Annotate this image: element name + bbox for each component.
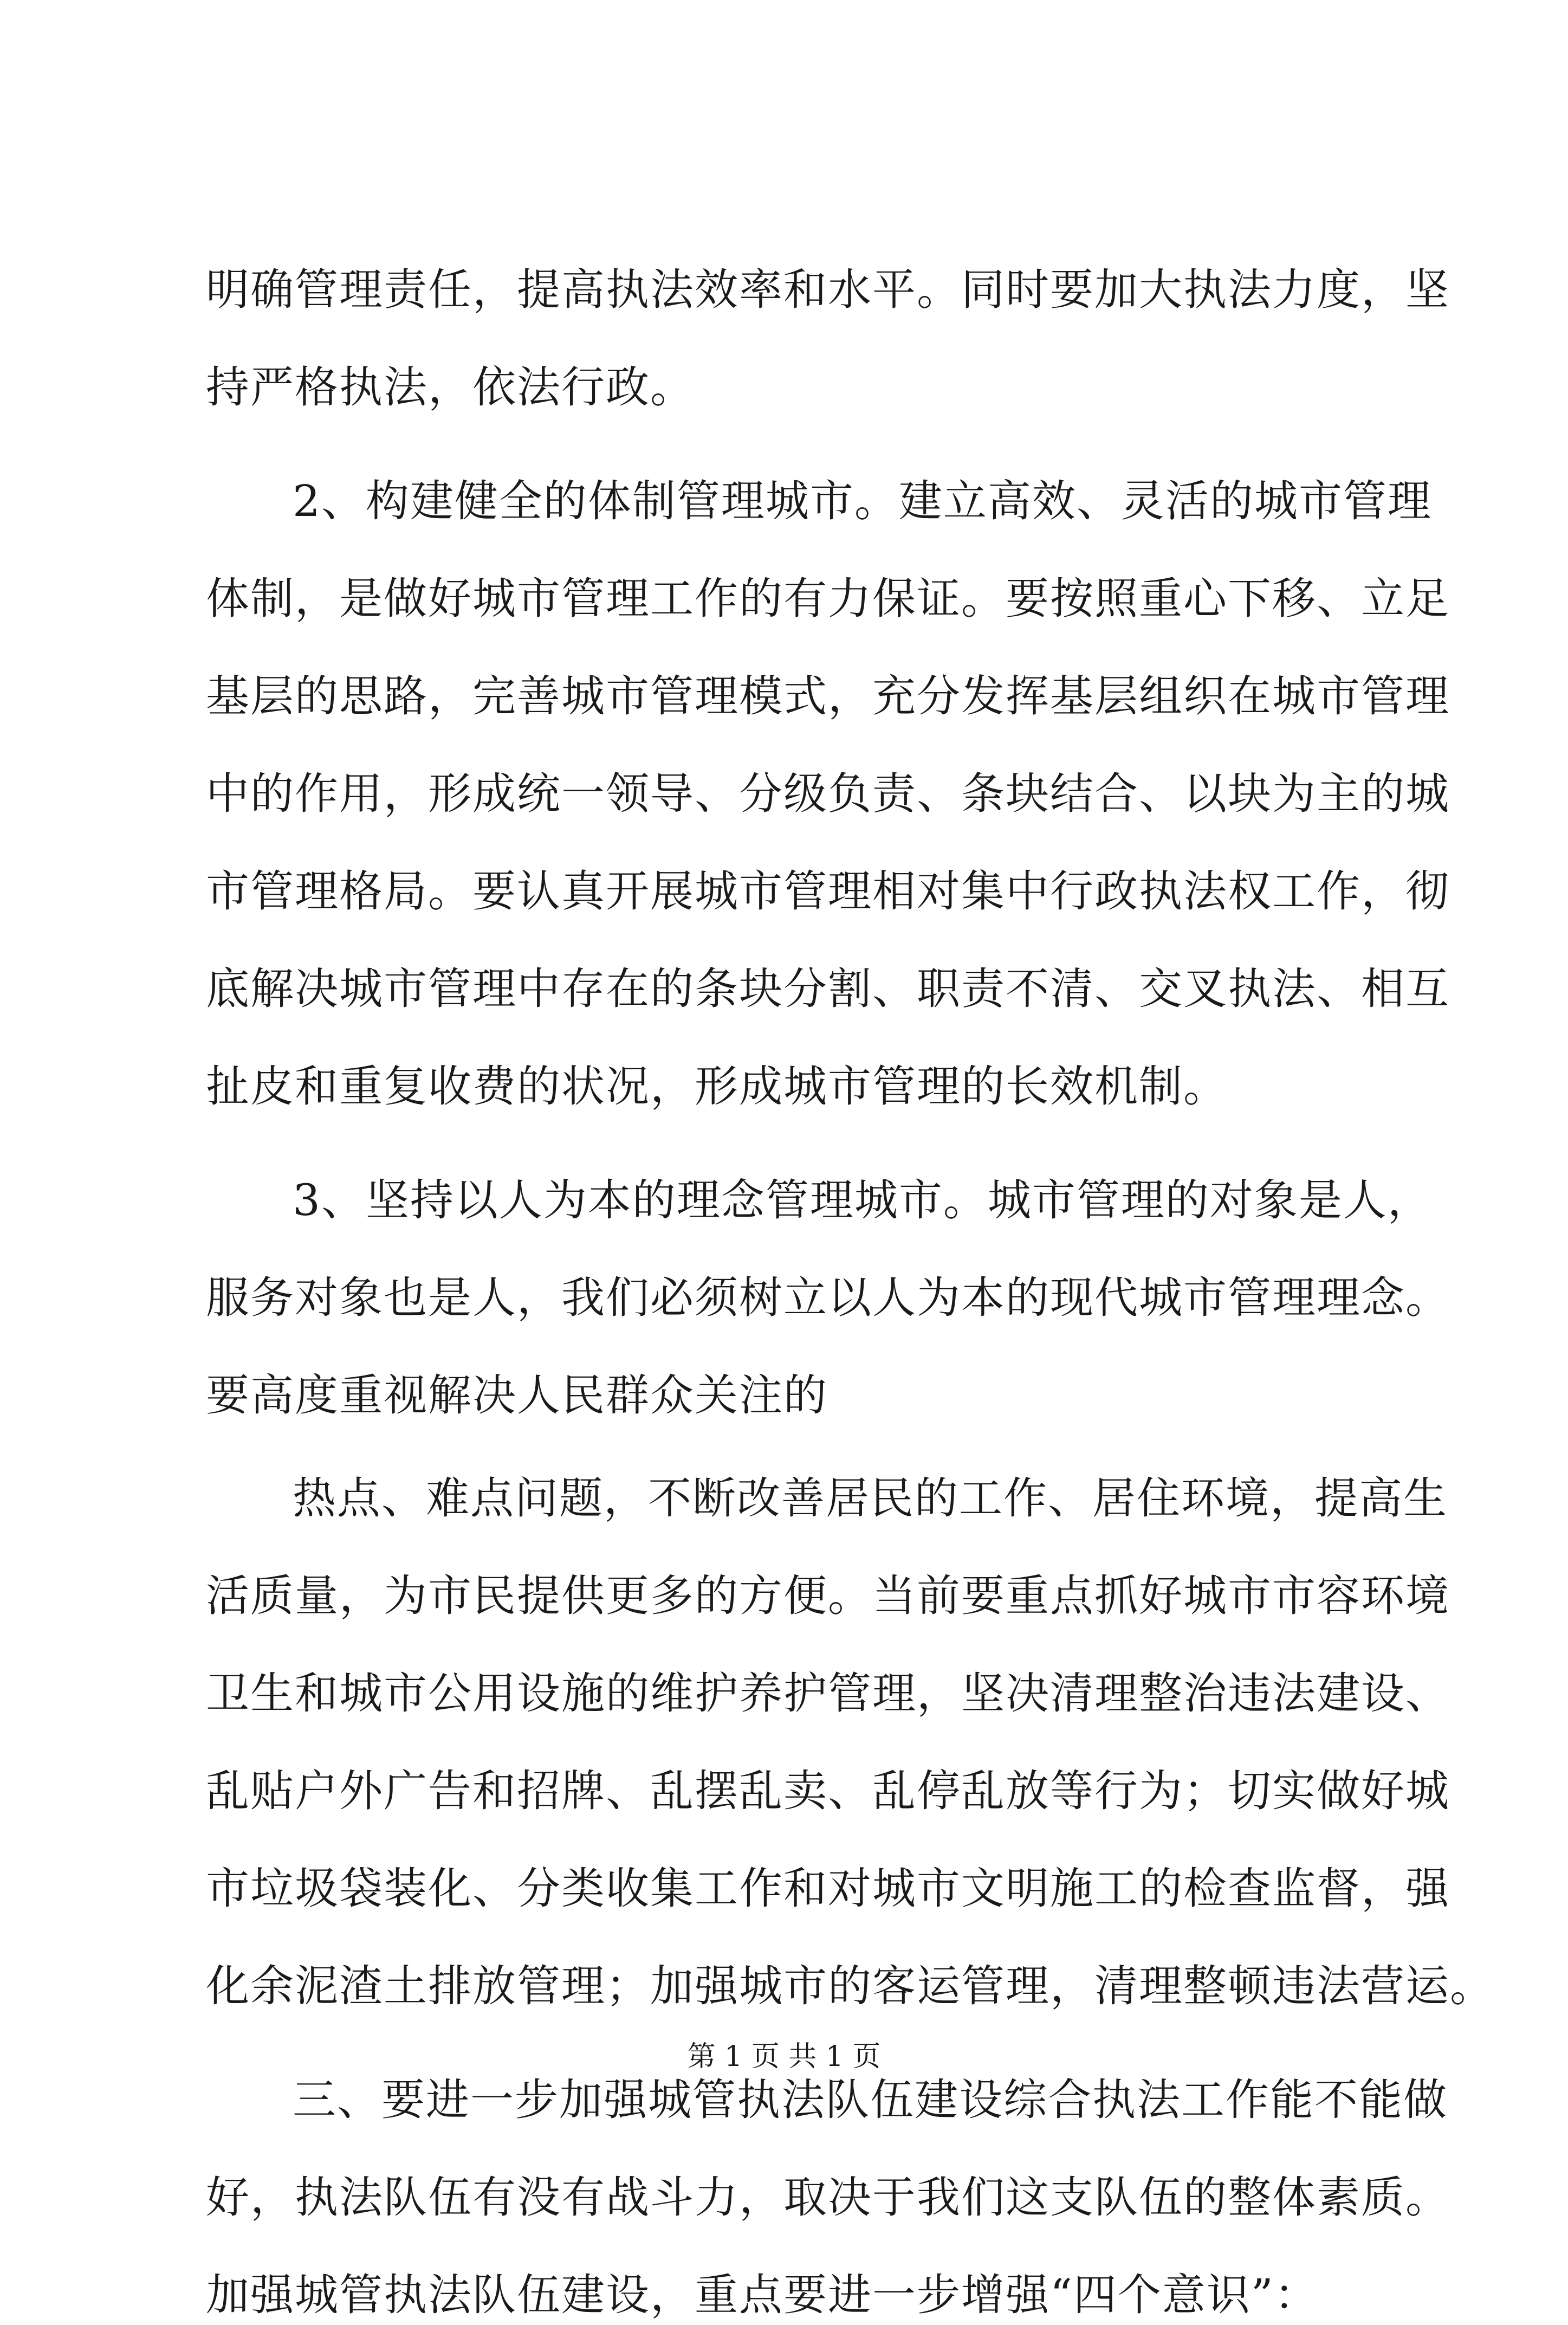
paragraph-4-first-line: 热点、难点问题，不断改善居民的工作、居住环境，提高生 [293,1473,1448,1523]
section-3-heading-line: 三、要进一步加强城管执法队伍建设综合执法工作能不能做 [293,2075,1448,2125]
text-line: 好，执法队伍有没有战斗力，取决于我们这支队伍的整体素质。 [206,2172,1450,2223]
text-line: 体制，是做好城市管理工作的有力保证。要按照重心下移、立足 [206,573,1450,624]
text-line: 明确管理责任，提高执法效率和水平。同时要加大执法力度，坚 [206,264,1450,315]
paragraph-3-first-line: 3、坚持以人为本的理念管理城市。城市管理的对象是人， [293,1175,1432,1225]
text-line: 扯皮和重复收费的状况，形成城市管理的长效机制。 [206,1061,1228,1112]
text-line: 要高度重视解决人民群众关注的 [206,1370,828,1420]
text-line: 化余泥渣土排放管理；加强城市的客运管理，清理整顿违法营运。 [206,1961,1494,2011]
text-line: 卫生和城市公用设施的维护养护管理，坚决清理整治违法建设、 [206,1668,1450,1719]
text-line: 市垃圾袋装化、分类收集工作和对城市文明施工的检查监督，强 [206,1863,1450,1914]
text-line: 中的作用，形成统一领导、分级负责、条块结合、以块为主的城 [206,768,1450,819]
text-line: 加强城管执法队伍建设，重点要进一步增强“四个意识”： [206,2270,1319,2320]
text-line: 活质量，为市民提供更多的方便。当前要重点抓好城市市容环境 [206,1571,1450,1621]
text-line: 底解决城市管理中存在的条块分割、职责不清、交叉执法、相互 [206,964,1450,1014]
text-line: 乱贴户外广告和招牌、乱摆乱卖、乱停乱放等行为；切实做好城 [206,1766,1450,1816]
text-line: 服务对象也是人，我们必须树立以人为本的现代城市管理理念。 [206,1273,1450,1323]
page-footer: 第 1 页 共 1 页 [687,2040,881,2073]
text-line: 基层的思路，完善城市管理模式，充分发挥基层组织在城市管理 [206,671,1450,721]
text-line: 市管理格局。要认真开展城市管理相对集中行政执法权工作，彻 [206,866,1450,916]
paragraph-2-first-line: 2、构建健全的体制管理城市。建立高效、灵活的城市管理 [293,476,1432,526]
text-line: 持严格执法，依法行政。 [206,362,695,412]
